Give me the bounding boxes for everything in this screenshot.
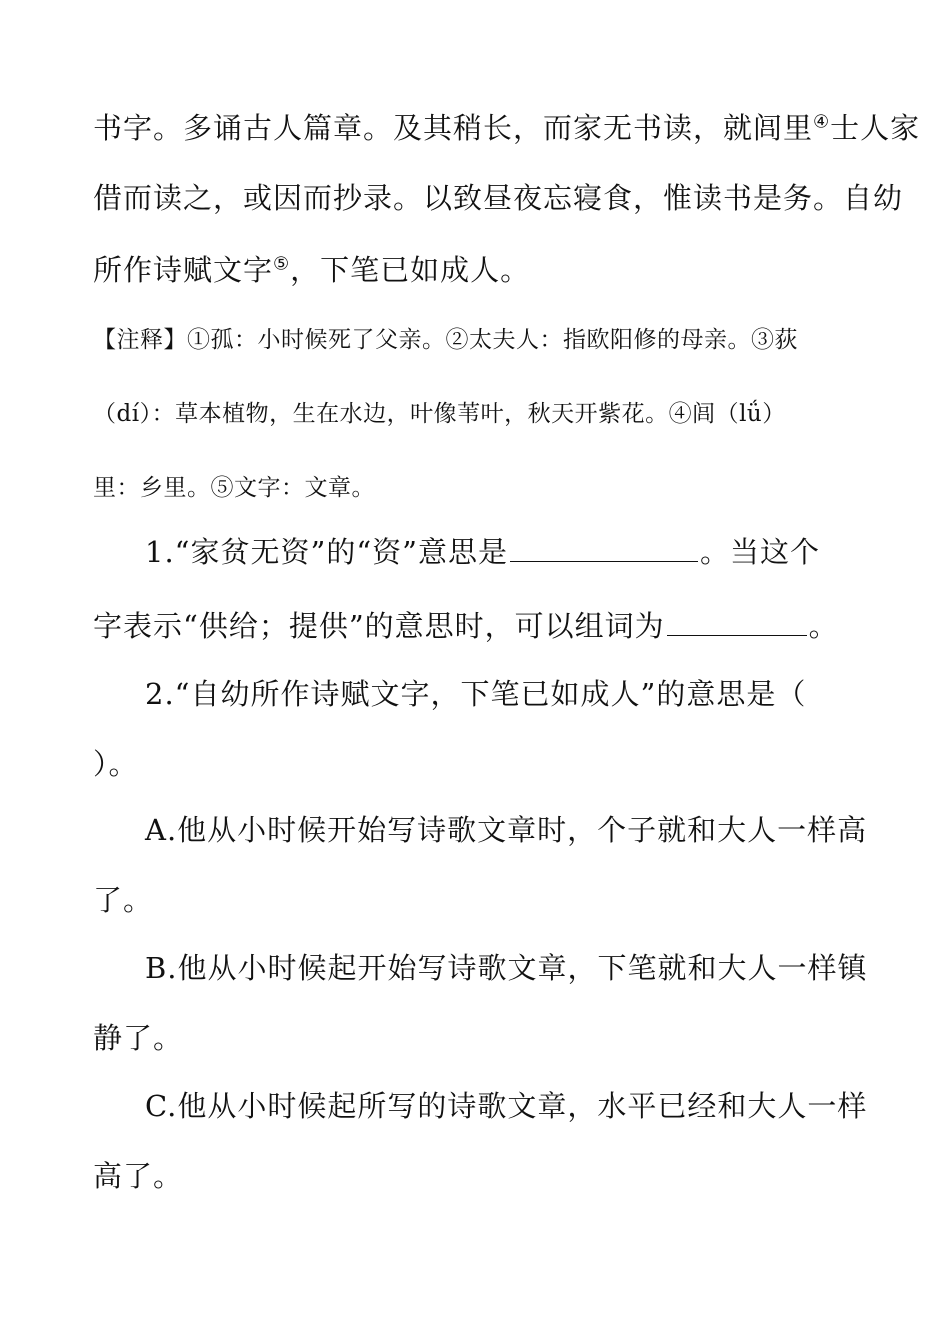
question-text: 字表示“供给；提供”的意思时，可以组词为 xyxy=(93,609,665,643)
footnote-marker: ④ xyxy=(813,111,831,133)
answer-blank-1[interactable] xyxy=(510,533,698,562)
notes-line-2: （dí）：草本植物，生在水边，叶像苇叶，秋天开紫花。④闾（lǘ） xyxy=(93,401,786,427)
question-text: 。当这个 xyxy=(699,535,820,569)
passage-text: 书字。多诵古人篇章。及其稍长，而家无书读，就闾里 xyxy=(93,111,814,145)
option-b-line-1[interactable]: B.他从小时候起开始写诗歌文章，下笔就和大人一样镇 xyxy=(145,951,868,985)
option-a-line-1[interactable]: A.他从小时候开始写诗歌文章时，个子就和大人一样高 xyxy=(145,813,868,847)
option-a-line-2[interactable]: 了。 xyxy=(93,883,154,917)
question-2-line-2: ）。 xyxy=(93,747,139,781)
passage-line-1 xyxy=(93,108,921,148)
passage-line-2: 借而读之，或因而抄录。以致昼夜忘寝食，惟读书是务。自幼 xyxy=(93,181,904,215)
footnote-marker: ⑤ xyxy=(273,253,291,275)
question-1-line-2 xyxy=(93,606,863,646)
passage-text: 所作诗赋文字 xyxy=(93,253,274,287)
option-c-line-2[interactable]: 高了。 xyxy=(93,1159,184,1193)
option-c-line-1[interactable]: C.他从小时候起所写的诗歌文章，水平已经和大人一样 xyxy=(145,1089,868,1123)
answer-blank-2[interactable] xyxy=(667,607,807,636)
option-b-line-2[interactable]: 静了。 xyxy=(93,1021,184,1055)
notes-line-1: 【注释】①孤：小时候死了父亲。②太夫人：指欧阳修的母亲。③荻 xyxy=(93,327,798,353)
question-text: 。 xyxy=(808,609,839,643)
passage-text: ，下笔已如成人。 xyxy=(290,253,531,287)
question-text: 1.“家贫无资”的“资”意思是 xyxy=(145,535,508,569)
question-2-line-1: 2.“自幼所作诗赋文字，下笔已如成人”的意思是（ xyxy=(145,677,807,711)
passage-text: 士人家 xyxy=(830,111,921,145)
passage-line-3 xyxy=(93,250,863,290)
question-1-line-1 xyxy=(145,532,863,572)
notes-line-3: 里：乡里。⑤文字：文章。 xyxy=(93,475,375,501)
